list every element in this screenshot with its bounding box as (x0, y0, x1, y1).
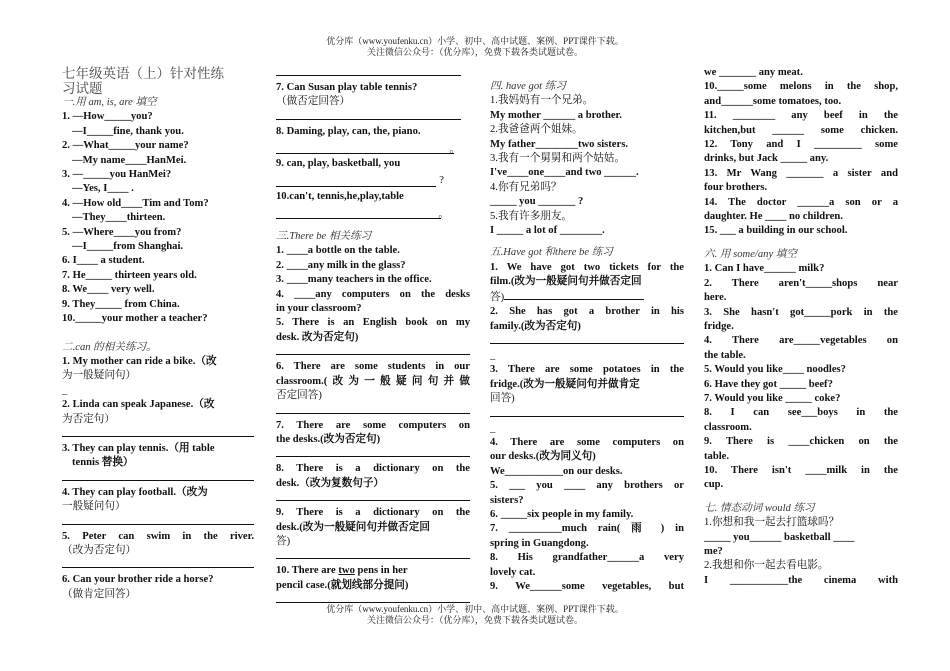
question: 9. We______some vegetables, but (490, 581, 684, 592)
question: 8. I can see___boys in the (704, 407, 898, 419)
question (276, 564, 470, 578)
question: four brothers. (704, 182, 768, 194)
text-fragment: pens in her (354, 565, 408, 577)
question: —I_____from Shanghai. (72, 241, 184, 253)
question: spring in Guangdong. (490, 537, 589, 549)
answer-line (490, 334, 684, 344)
question: _____ you _______ ? (490, 196, 584, 208)
question: 1.我妈妈有一个兄弟。 (490, 95, 594, 107)
section-7-heading: 七. 情态动词 would 练习 (704, 502, 815, 514)
column-4 (704, 66, 898, 588)
question: 8. Daming, play, can, the, piano. (276, 125, 421, 137)
question: 13. Mr Wang _______ a sister and (704, 167, 898, 179)
question: 3.我有一个舅舅和两个姑姑。 (490, 153, 626, 165)
answer-line (276, 204, 449, 220)
line-end-mark: 。 (449, 143, 460, 155)
question: 2. ____any milk in the glass? (276, 259, 406, 271)
question: —Yes, I____ . (72, 183, 134, 195)
question: kitchen,but ______ some chicken. (704, 124, 898, 136)
question: —I_____fine, thank you. (72, 125, 184, 137)
question: 2.我想和你一起去看电影。 (704, 560, 829, 572)
question: 3. ____many teachers in the office. (276, 274, 432, 286)
question: 1. —How_____you? (62, 111, 153, 123)
answer-line (62, 515, 254, 525)
question: we _______ any meat. (704, 67, 803, 78)
header-line-2: 关注微信公众号：（优分库），免费下载各类试题试卷。 (366, 47, 583, 57)
question: My mother ______ a brother. (490, 109, 622, 121)
question: 5.我有许多朋友。 (490, 210, 573, 222)
question: I ___________the cinema with (704, 574, 898, 586)
column-3 (490, 80, 684, 594)
answer-line (276, 345, 470, 355)
question: My father________two sisters. (490, 138, 628, 150)
question: and______some tomatoes, too. (704, 95, 842, 107)
question: I've____one____and two ______. (490, 167, 639, 179)
question: 10._____your mother a teacher? (62, 313, 208, 325)
question: here. (704, 292, 727, 304)
question: film.(改为一般疑问句并做否定回 (490, 276, 642, 288)
answer-line (504, 290, 644, 300)
answer-line (276, 491, 470, 501)
question: 4. —How old____Tim and Tom? (62, 197, 209, 209)
question: 1. We have got two tickets for the (490, 261, 684, 273)
answer-line (490, 407, 684, 417)
question: 3. There are some potatoes in the (490, 364, 684, 376)
question: 7. Can Susan play table tennis? (276, 82, 418, 93)
answer-line (276, 593, 470, 603)
question: 9. There is ____chicken on the (704, 436, 898, 448)
answer-line (62, 558, 254, 568)
question: 15. ___ a building in our school. (704, 225, 848, 237)
question: 5. There is an English book on my (276, 317, 470, 329)
question: cup. (704, 479, 724, 491)
question: 5. —Where____you from? (62, 226, 182, 238)
question: 2. —What_____your name? (62, 140, 189, 152)
question: 8. There is a dictionary on the (276, 463, 470, 475)
question: We___________on our desks. (490, 465, 623, 477)
answer-line (62, 427, 254, 437)
question-instruction: （做否定回答） (276, 96, 351, 108)
question: in your classroom? (276, 303, 362, 315)
page-footer (0, 604, 950, 626)
question-instruction: （做肯定回答） (62, 588, 137, 600)
answer-line (276, 404, 470, 414)
answer-line (276, 66, 461, 76)
question: 7. There are some computers on (276, 419, 470, 431)
question: 4. There are some computers on (490, 436, 684, 448)
question: 5. ___ you ____ any brothers or (490, 480, 684, 492)
question: table. (704, 450, 730, 462)
answer-line: _ (490, 349, 496, 361)
question-instruction: （改为否定句） (62, 544, 137, 556)
answer-line: _ (62, 384, 68, 396)
section-6-heading: 六. 用 some/any 填空 (704, 248, 797, 260)
question: 9. can, play, basketball, you (276, 158, 401, 170)
question: 4.你有兄弟吗？ (490, 181, 562, 193)
question: 11. ________ any beef in the (704, 110, 898, 122)
question: 4. There are_____vegetables on (704, 335, 898, 347)
header-line-1: 优分库（www.youfenku.cn）小学、初中、高中试题、案例、PPT课件下载。 (326, 36, 624, 46)
answer-line (276, 172, 444, 187)
section-5-heading: 五.Have got 和there be 练习 (490, 247, 613, 259)
question: desk.（改为复数句子） (276, 477, 385, 489)
question: —They____thirteen. (72, 212, 166, 224)
answer-line (276, 549, 470, 559)
question: sisters? (490, 494, 524, 506)
question: 1. ____a bottle on the table. (276, 245, 400, 257)
question: drinks, but Jack _____ any. (704, 153, 829, 165)
question: 2. She has got a brother in his (490, 306, 684, 318)
section-3-heading: 三.There be 相关练习 (276, 231, 372, 243)
question: classroom.(改为一般疑问句并做 (276, 375, 470, 387)
question: 6. There are some students in our (276, 361, 470, 373)
question: classroom. (704, 421, 752, 433)
question: 1.你想和我一起去打篮球吗？ (704, 517, 840, 529)
question: our desks.(改为同义句) (490, 451, 596, 463)
question: desk. 改为否定句) (276, 331, 359, 343)
question: 6. _____six people in my family. (490, 508, 634, 520)
column-2 (276, 66, 470, 608)
answer-line (276, 447, 470, 457)
question: I _____ a lot of ________. (490, 225, 605, 237)
question: _____ you______ basketball ____ (704, 531, 855, 543)
question: 2.我爸爸两个姐妹。 (490, 124, 583, 136)
column-1 (62, 66, 254, 602)
question-instruction: 回答) (490, 393, 515, 405)
question: 4. They can play football.（改为 (62, 486, 208, 498)
text-fragment: 10. There are (276, 565, 339, 577)
question: pencil case.(就划线部分提问) (276, 579, 409, 591)
section-4-heading: 四. have got 练习 (490, 81, 566, 92)
answer-line (276, 110, 461, 120)
question: the table. (704, 349, 746, 361)
question-instruction: tennis 替换） (72, 457, 134, 469)
question: 8. We____ very well. (62, 284, 155, 296)
text-fragment: 答) (490, 291, 505, 303)
question: 3. She hasn't got_____pork in the (704, 306, 898, 318)
question: 9. They_____ from China. (62, 298, 180, 310)
footer-line-2: 关注微信公众号：（优分库），免费下载各类试题试卷。 (366, 615, 583, 625)
question: 8. His grandfather______a very (490, 552, 684, 564)
question: 6. Can your brother ride a horse? (62, 574, 214, 586)
question: me? (704, 546, 723, 557)
question: 5. Peter can swim in the river. (62, 530, 254, 542)
question: 10. There isn't ____milk in the (704, 464, 898, 476)
section-1-heading: 一.用 am, is, are 填空 (62, 97, 157, 108)
question: 10.can't, tennis,he,play,table (276, 190, 404, 202)
question: the desks.(改为否定句) (276, 433, 381, 445)
footer-line-1: 优分库（www.youfenku.cn）小学、初中、高中试题、案例、PPT课件下载。 (326, 604, 624, 614)
question: 14. The doctor ______a son or a (704, 196, 898, 208)
question: 1. My mother can ride a bike.（改 (62, 355, 217, 367)
question: family.(改为否定句) (490, 320, 581, 332)
question: 7. Would you like _____ coke? (704, 392, 841, 404)
question-instruction: 一般疑问句） (62, 501, 126, 513)
question: 2. Linda can speak Japanese.（改 (62, 399, 215, 411)
section-2-heading: 二.can 的相关练习。 (62, 341, 157, 353)
question: desk.(改为一般疑问句并做否定回 (276, 521, 430, 533)
question: 10._____some melons in the shop, (704, 81, 898, 93)
question: 3. —_____you HanMei? (62, 169, 172, 181)
question: —My name____HanMei. (72, 154, 187, 166)
question: fridge.(改为一般疑问句并做肯定 (490, 378, 640, 390)
question: 9. There is a dictionary on the (276, 507, 470, 519)
question: 5. Would you like____ noodles? (704, 364, 846, 376)
question-instruction (490, 290, 684, 305)
question: 6. I____ a student. (62, 255, 145, 267)
question: lovely cat. (490, 566, 536, 578)
question: 3. They can play tennis.（用 table (62, 442, 215, 454)
answer-line: _ (490, 422, 496, 434)
question: 12. Tony and I _________ some (704, 139, 898, 151)
question-instruction: 答) (276, 535, 291, 547)
question: 4. ____any computers on the desks (276, 288, 470, 300)
line-end-mark: 。 (438, 208, 449, 220)
worksheet-title: 七年级英语（上）针对性练 (62, 66, 224, 81)
question: 7. He_____ thirteen years old. (62, 269, 197, 281)
question: 1. Can I have______ milk? (704, 263, 825, 275)
question-instruction: 为一般疑问句） (62, 370, 137, 382)
question: 6. Have they got _____ beef? (704, 378, 833, 390)
question-instruction: 否定回答) (276, 390, 322, 402)
answer-line (276, 139, 460, 155)
question: daughter. He ____ no children. (704, 211, 843, 223)
answer-line (62, 471, 254, 481)
question: fridge. (704, 320, 734, 332)
question-instruction: 为否定句） (62, 413, 115, 425)
underlined-word: two (338, 565, 355, 577)
page-header (0, 36, 950, 58)
worksheet-title-cont: 习试题 (62, 81, 103, 96)
question: 7. __________much rain( 雨 ) in (490, 523, 684, 535)
line-end-mark: ? (439, 175, 444, 187)
question: 2. There aren't_____shops near (704, 277, 898, 289)
